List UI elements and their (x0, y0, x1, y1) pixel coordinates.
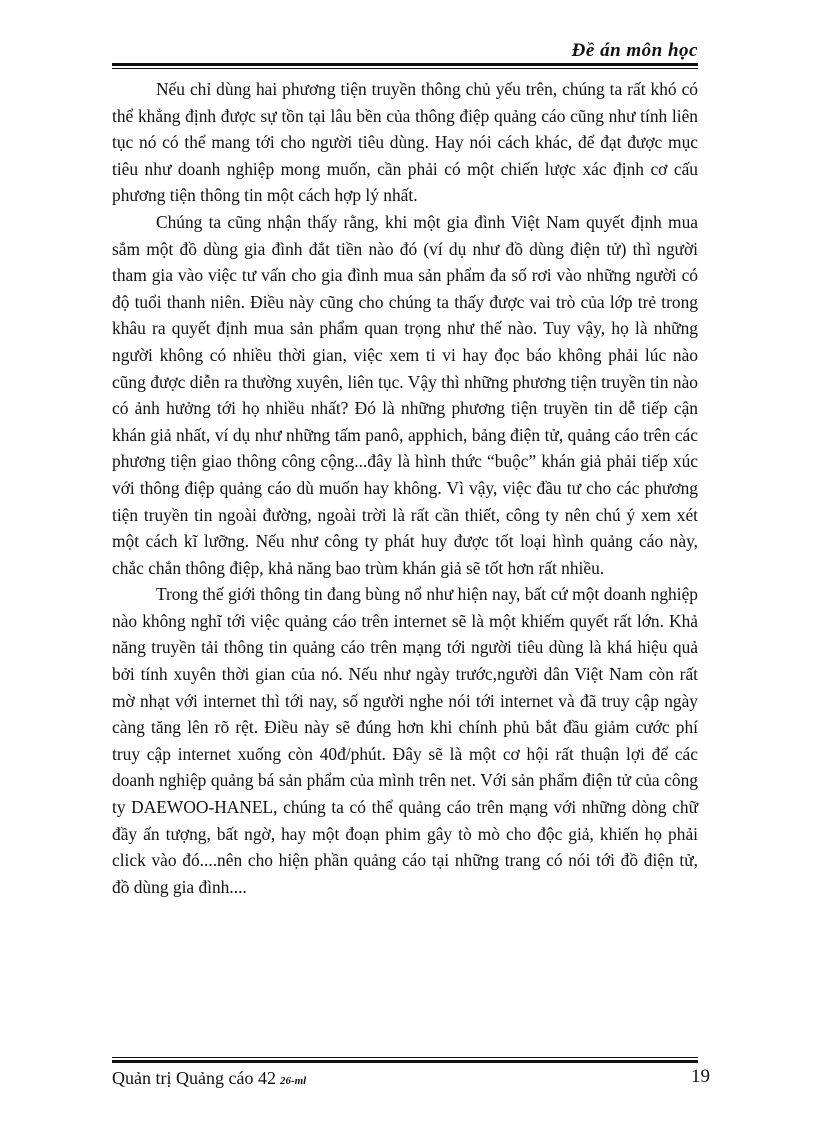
document-body (112, 76, 698, 900)
paragraph-3: Trong thế giới thông tin đang bùng nổ như hiện nay, bất cứ một doanh nghiệp nào không nghĩ tới việc quảng cáo trên internet sẽ là một khiếm quyết rất lớn. Khả năng truyền tải thông tin quảng cáo trên mạng tới người tiêu dùng là khá hiệu quả bởi tính xuyên thời gian của nó. Nếu như ngày trước,người dân Việt Nam còn rất mờ nhạt với internet thì tới nay, số người nghe nói tới internet và đã truy cập ngày càng tăng lên rõ rệt. Điều này sẽ đúng hơn khi chính phủ bắt đầu giảm cước phí truy cập internet xuống còn 40đ/phút. Đây sẽ là một cơ hội rất thuận lợi để các doanh nghiệp quảng bá sản phẩm của mình trên net. Với sản phẩm điện tử của công ty DAEWOO-HANEL, chúng ta có thể quảng cáo trên mạng với những dòng chữ đầy ấn tượng, bất ngờ, hay một đoạn phim gây tò mò cho độc giả, khiến họ phải click vào đó....nên cho hiện phần quảng cáo tại những trang có nói tới đồ điện tử, đồ dùng gia đình.... (112, 584, 698, 897)
header-title: Đề án môn học (571, 40, 698, 61)
footer-text: Quản trị Quảng cáo 42 (112, 1068, 276, 1088)
page-number: 19 (691, 1066, 710, 1087)
header-rule (112, 63, 698, 69)
footer-course-label (112, 1068, 306, 1089)
paragraph-1: Nếu chỉ dùng hai phương tiện truyền thông chủ yếu trên, chúng ta rất khó có thể khẳng định được sự tồn tại lâu bền của thông điệp quảng cáo cũng như tính liên tục nó có thể mang tới cho người tiêu dùng. Hay nói cách khác, để đạt được mục tiêu như doanh nghiệp mong muốn, cần phải có một chiến lược xác định cơ cấu phương tiện thông tin một cách hợp lý nhất. (112, 79, 698, 206)
paragraph-2: Chúng ta cũng nhận thấy rằng, khi một gia đình Việt Nam quyết định mua sắm một đồ dùng gia đình đắt tiền nào đó (ví dụ như đồ dùng điện tử) thì người tham gia vào việc tư vấn cho gia đình mua sản phẩm đa số rơi vào những người có độ tuổi thanh niên. Điều này cũng cho chúng ta thấy được vai trò của lớp trẻ trong khâu ra quyết định mua sản phẩm quan trọng như thế nào. Tuy vậy, họ là những người không có nhiều thời gian, việc xem ti vi hay đọc báo không phải lúc nào cũng được diễn ra thường xuyên, liên tục. Vậy thì những phương tiện truyền tin nào có ảnh hưởng tới họ nhiều nhất? Đó là những phương tiện truyền tin dễ tiếp cận khán giả nhất, ví dụ như những tấm panô, apphich, bảng điện tử, quảng cáo trên các phương tiện giao thông công cộng...đây là hình thức “buộc” khán giả phải tiếp xúc với thông điệp quảng cáo dù muốn hay không. Vì vậy, việc đầu tư cho các phương tiện truyền tin ngoài đường, ngoài trời là rất cần thiết, công ty nên chú ý xem xét một cách kĩ lưỡng. Nếu như công ty phát huy được tốt loại hình quảng cáo này, chắc chắn thông điệp, khả năng bao trùm khán giả sẽ tốt hơn rất nhiều. (112, 211, 698, 578)
footer-mark: 26-ml (279, 1075, 307, 1087)
footer-rule (112, 1057, 698, 1063)
